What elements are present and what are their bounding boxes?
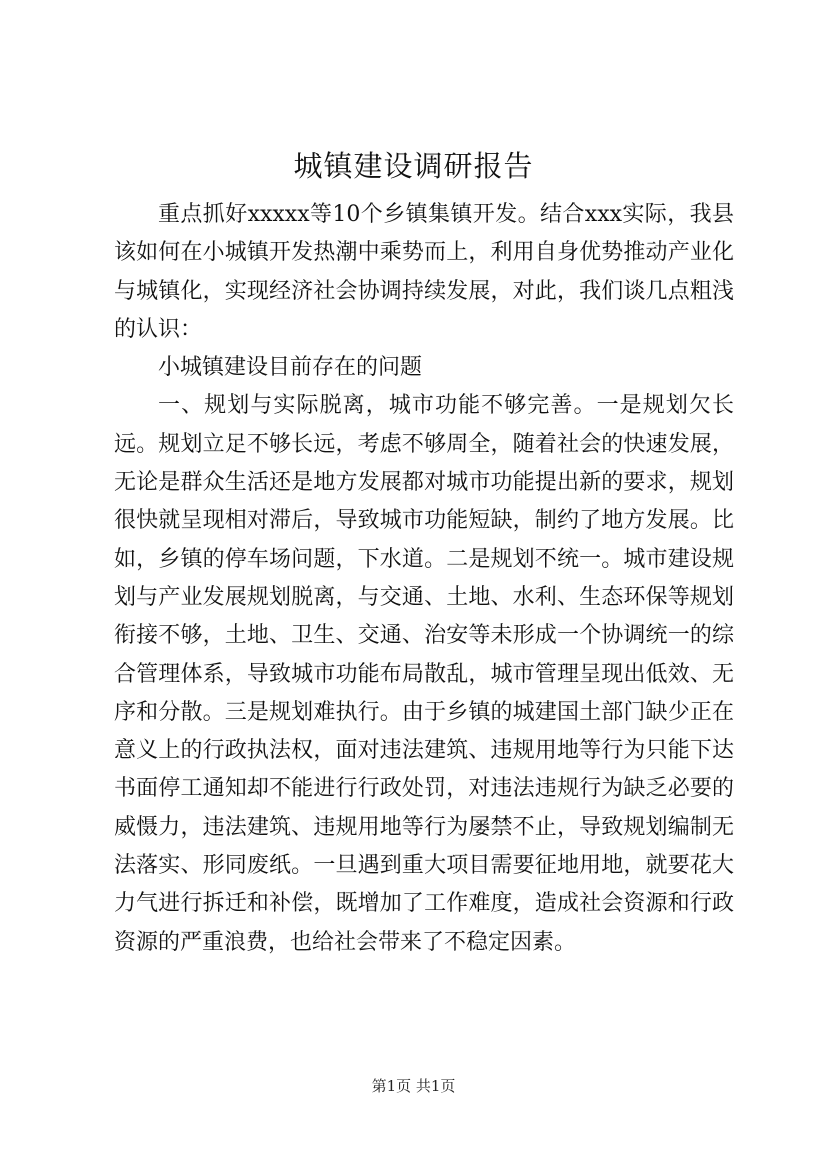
page-number-label: 第1页 共1页: [371, 1077, 456, 1095]
paragraph-section-heading: 小城镇建设目前存在的问题: [158, 355, 423, 381]
page-footer: [0, 1076, 827, 1096]
document-body: [114, 196, 734, 962]
document-title: 城镇建设调研报告: [293, 149, 534, 183]
paragraph-planning-issues: 一、规划与实际脱离，城市功能不够完善。一是规划欠长远。规划立足不够长远，考虑不够周全，随着社会的快速发展，无论是群众生活还是地方发展都对城市功能提出新的要求，规划很快就呈现相对滞后，导致城市功能短缺，制约了地方发展。比如，乡镇的停车场问题，下水道。二是规划不统一。城市建设规划与产业发展规划脱离，与交通、土地、水利、生态环保等规划衔接不够，土地、卫生、交通、治安等未形成一个协调统一的综合管理体系，导致城市功能布局散乱，城市管理呈现出低效、无序和分散。三是规划难执行。由于乡镇的城建国土部门缺少正在意义上的行政执法权，面对违法建筑、违规用地等行为只能下达书面停工通知却不能进行行政处罚，对违法违规行为缺乏必要的威慑力，违法建筑、违规用地等行为屡禁不止，导致规划编制无法落实、形同废纸。一旦遇到重大项目需要征地用地，就要花大力气进行拆迁和补偿，既增加了工作难度，造成社会资源和行政资源的严重浪费，也给社会带来了不稳定因素。: [114, 393, 734, 955]
paragraph-intro: 重点抓好xxxxx等10个乡镇集镇开发。结合xxx实际，我县该如何在小城镇开发热潮中乘势而上，利用自身优势推动产业化与城镇化，实现经济社会协调持续发展，对此，我们谈几点粗浅的认识：: [114, 202, 734, 342]
